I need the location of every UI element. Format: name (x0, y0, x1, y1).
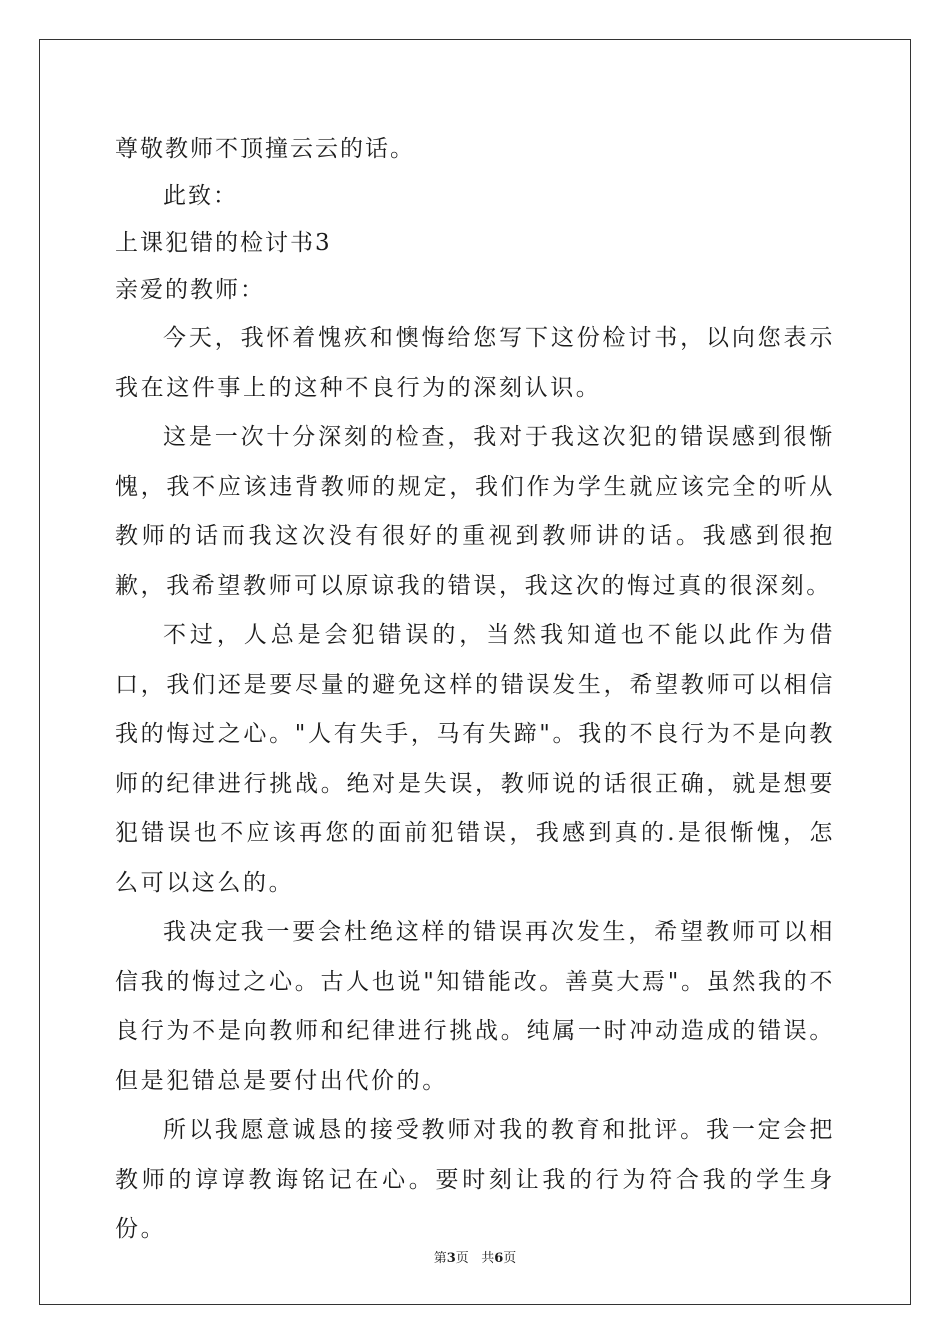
paragraph: 所以我愿意诚恳的接受教师对我的教育和批评。我一定会把教师的谆谆教诲铭记在心。要时刻让我的行为符合我的学生身份。 (115, 1117, 835, 1242)
page-footer (0, 1247, 950, 1266)
salutation: 亲爱的教师： (115, 277, 265, 303)
current-page-number: 3 (446, 1251, 456, 1266)
letter-title: 上课犯错的检讨书3 (115, 230, 332, 256)
total-prefix: 共 (481, 1251, 495, 1266)
paragraph: 不过，人总是会犯错误的，当然我知道也不能以此作为借口，我们还是要尽量的避免这样的错误发生，希望教师可以相信我的悔过之心。"人有失手，马有失蹄"。我的不良行为不是向教师的纪律进行挑战。绝对是失误，教师说的话很正确，就是想要犯错误也不应该再您的面前犯错误，我感到真的.是很惭愧，怎么可以这么的。 (115, 622, 835, 896)
continuation-line: 尊敬教师不顶撞云云的话。 (115, 136, 415, 162)
total-page-number: 6 (494, 1251, 504, 1266)
page-unit: 页 (455, 1251, 469, 1266)
paragraph: 今天，我怀着愧疚和懊悔给您写下这份检讨书，以向您表示我在这件事上的这种不良行为的深刻认识。 (115, 325, 835, 401)
document-body (115, 126, 835, 1255)
total-unit: 页 (503, 1251, 517, 1266)
closing-line: 此致： (163, 183, 238, 209)
page-prefix: 第 (433, 1251, 447, 1266)
paragraph: 我决定我一要会杜绝这样的错误再次发生，希望教师可以相信我的悔过之心。古人也说"知错能改。善莫大焉"。虽然我的不良行为不是向教师和纪律进行挑战。纯属一时冲动造成的错误。但是犯错总是要付出代价的。 (115, 919, 835, 1094)
paragraph: 这是一次十分深刻的检查，我对于我这次犯的错误感到很惭愧，我不应该违背教师的规定，我们作为学生就应该完全的听从教师的话而我这次没有很好的重视到教师讲的话。我感到很抱歉，我希望教师可以原谅我的错误，我这次的悔过真的很深刻。 (115, 424, 835, 599)
